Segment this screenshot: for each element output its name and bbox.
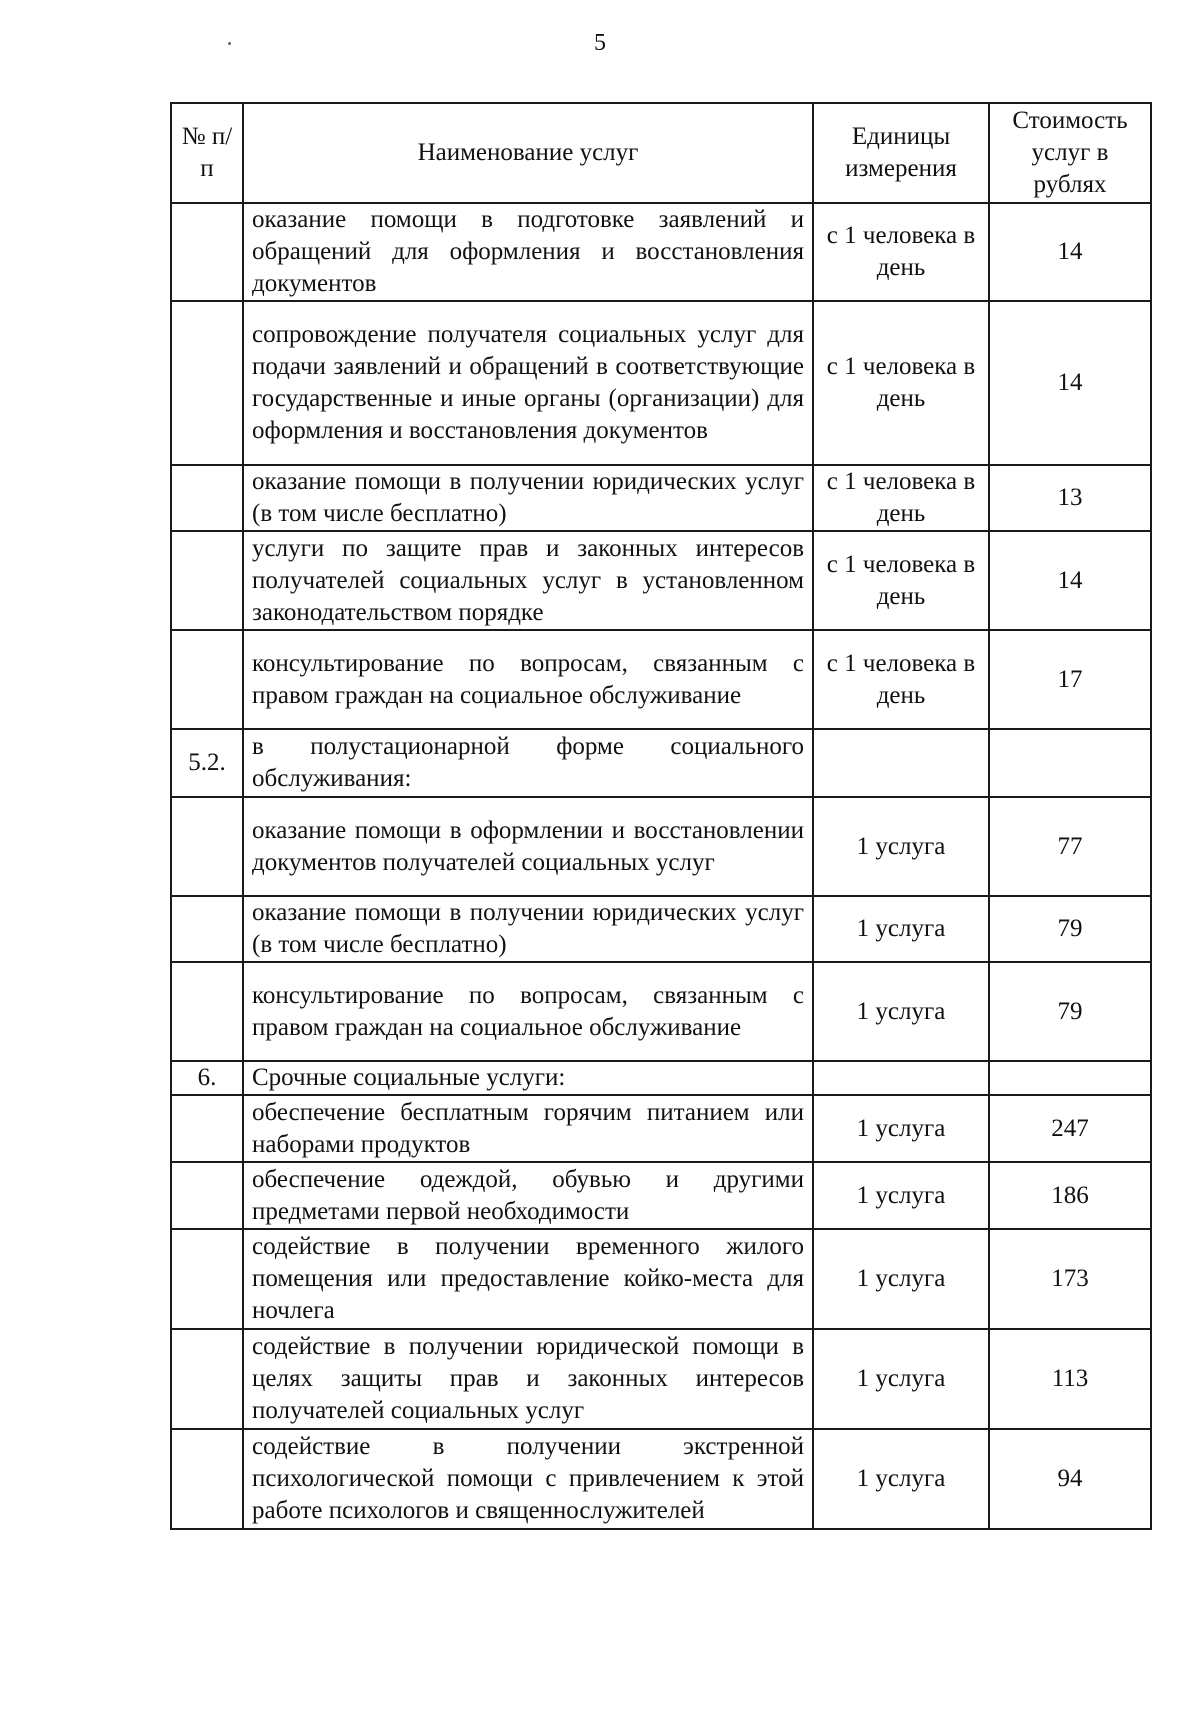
table-row <box>171 630 1151 729</box>
table-row <box>171 1095 1151 1162</box>
service-name: консультирование по вопросам, связанным с правом граждан на социальное обслуживание <box>243 962 813 1061</box>
row-num <box>171 1429 243 1529</box>
section-num: 5.2. <box>171 729 243 797</box>
service-unit: 1 услуга <box>813 896 989 962</box>
service-unit: 1 услуга <box>813 1162 989 1229</box>
service-unit <box>813 729 989 797</box>
table-row <box>171 1429 1151 1529</box>
service-cost: 173 <box>989 1229 1151 1329</box>
row-num <box>171 797 243 896</box>
table-row <box>171 301 1151 465</box>
service-name: услуги по защите прав и законных интересов получателей социальных услуг в установленном законодательством порядке <box>243 531 813 630</box>
service-name: оказание помощи в получении юридических услуг (в том числе бесплатно) <box>243 896 813 962</box>
table-row <box>171 1162 1151 1229</box>
row-num <box>171 1229 243 1329</box>
page-number: 5 <box>594 30 606 56</box>
table-row <box>171 531 1151 630</box>
service-cost: 14 <box>989 203 1151 301</box>
row-num <box>171 962 243 1061</box>
section-title: в полустационарной форме социального обслуживания: <box>243 729 813 797</box>
row-num <box>171 531 243 630</box>
service-name: обеспечение одеждой, обувью и другими предметами первой необходимости <box>243 1162 813 1229</box>
section-row <box>171 729 1151 797</box>
service-unit <box>813 1061 989 1095</box>
table-row <box>171 465 1151 531</box>
service-cost: 13 <box>989 465 1151 531</box>
service-unit: с 1 человека в день <box>813 465 989 531</box>
table-row <box>171 962 1151 1061</box>
row-num <box>171 1329 243 1429</box>
header-unit: Единицы измерения <box>813 103 989 203</box>
service-cost: 14 <box>989 531 1151 630</box>
service-name: оказание помощи в оформлении и восстановлении документов получателей социальных услуг <box>243 797 813 896</box>
service-unit: с 1 человека в день <box>813 301 989 465</box>
service-name: оказание помощи в получении юридических услуг (в том числе бесплатно) <box>243 465 813 531</box>
table-row <box>171 203 1151 301</box>
row-num <box>171 1162 243 1229</box>
service-unit: с 1 человека в день <box>813 531 989 630</box>
service-unit: 1 услуга <box>813 962 989 1061</box>
table-row <box>171 797 1151 896</box>
row-num <box>171 896 243 962</box>
row-num <box>171 1095 243 1162</box>
table-row <box>171 1329 1151 1429</box>
services-table <box>170 102 1152 1530</box>
service-cost: 77 <box>989 797 1151 896</box>
scan-speck <box>228 42 231 45</box>
service-cost: 17 <box>989 630 1151 729</box>
service-unit: 1 услуга <box>813 1095 989 1162</box>
service-name: оказание помощи в подготовке заявлений и обращений для оформления и восстановления документов <box>243 203 813 301</box>
service-cost <box>989 729 1151 797</box>
service-unit: с 1 человека в день <box>813 203 989 301</box>
service-cost: 247 <box>989 1095 1151 1162</box>
section-row <box>171 1061 1151 1095</box>
service-unit: с 1 человека в день <box>813 630 989 729</box>
row-num <box>171 301 243 465</box>
table-row <box>171 896 1151 962</box>
row-num <box>171 465 243 531</box>
service-name: содействие в получении юридической помощи в целях защиты прав и законных интересов получателей социальных услуг <box>243 1329 813 1429</box>
row-num <box>171 203 243 301</box>
row-num <box>171 630 243 729</box>
service-name: консультирование по вопросам, связанным с правом граждан на социальное обслуживание <box>243 630 813 729</box>
table-row <box>171 1229 1151 1329</box>
service-unit: 1 услуга <box>813 1329 989 1429</box>
service-unit: 1 услуга <box>813 1229 989 1329</box>
section-num: 6. <box>171 1061 243 1095</box>
service-unit: 1 услуга <box>813 797 989 896</box>
service-cost <box>989 1061 1151 1095</box>
service-cost: 79 <box>989 962 1151 1061</box>
service-name: содействие в получении экстренной психологической помощи с привлечением к этой работе психологов и священнослужителей <box>243 1429 813 1529</box>
service-cost: 94 <box>989 1429 1151 1529</box>
service-name: сопровождение получателя социальных услуг для подачи заявлений и обращений в соответствующие государственные и иные органы (организации) для оформления и восстановления документов <box>243 301 813 465</box>
service-name: обеспечение бесплатным горячим питанием или наборами продуктов <box>243 1095 813 1162</box>
service-cost: 14 <box>989 301 1151 465</box>
header-cost: Стоимость услуг в рублях <box>989 103 1151 203</box>
section-title: Срочные социальные услуги: <box>243 1061 813 1095</box>
header-num: № п/п <box>171 103 243 203</box>
table-header-row <box>171 103 1151 203</box>
service-name: содействие в получении временного жилого помещения или предоставление койко-места для ночлега <box>243 1229 813 1329</box>
header-name: Наименование услуг <box>243 103 813 203</box>
service-cost: 186 <box>989 1162 1151 1229</box>
service-cost: 79 <box>989 896 1151 962</box>
service-unit: 1 услуга <box>813 1429 989 1529</box>
service-cost: 113 <box>989 1329 1151 1429</box>
